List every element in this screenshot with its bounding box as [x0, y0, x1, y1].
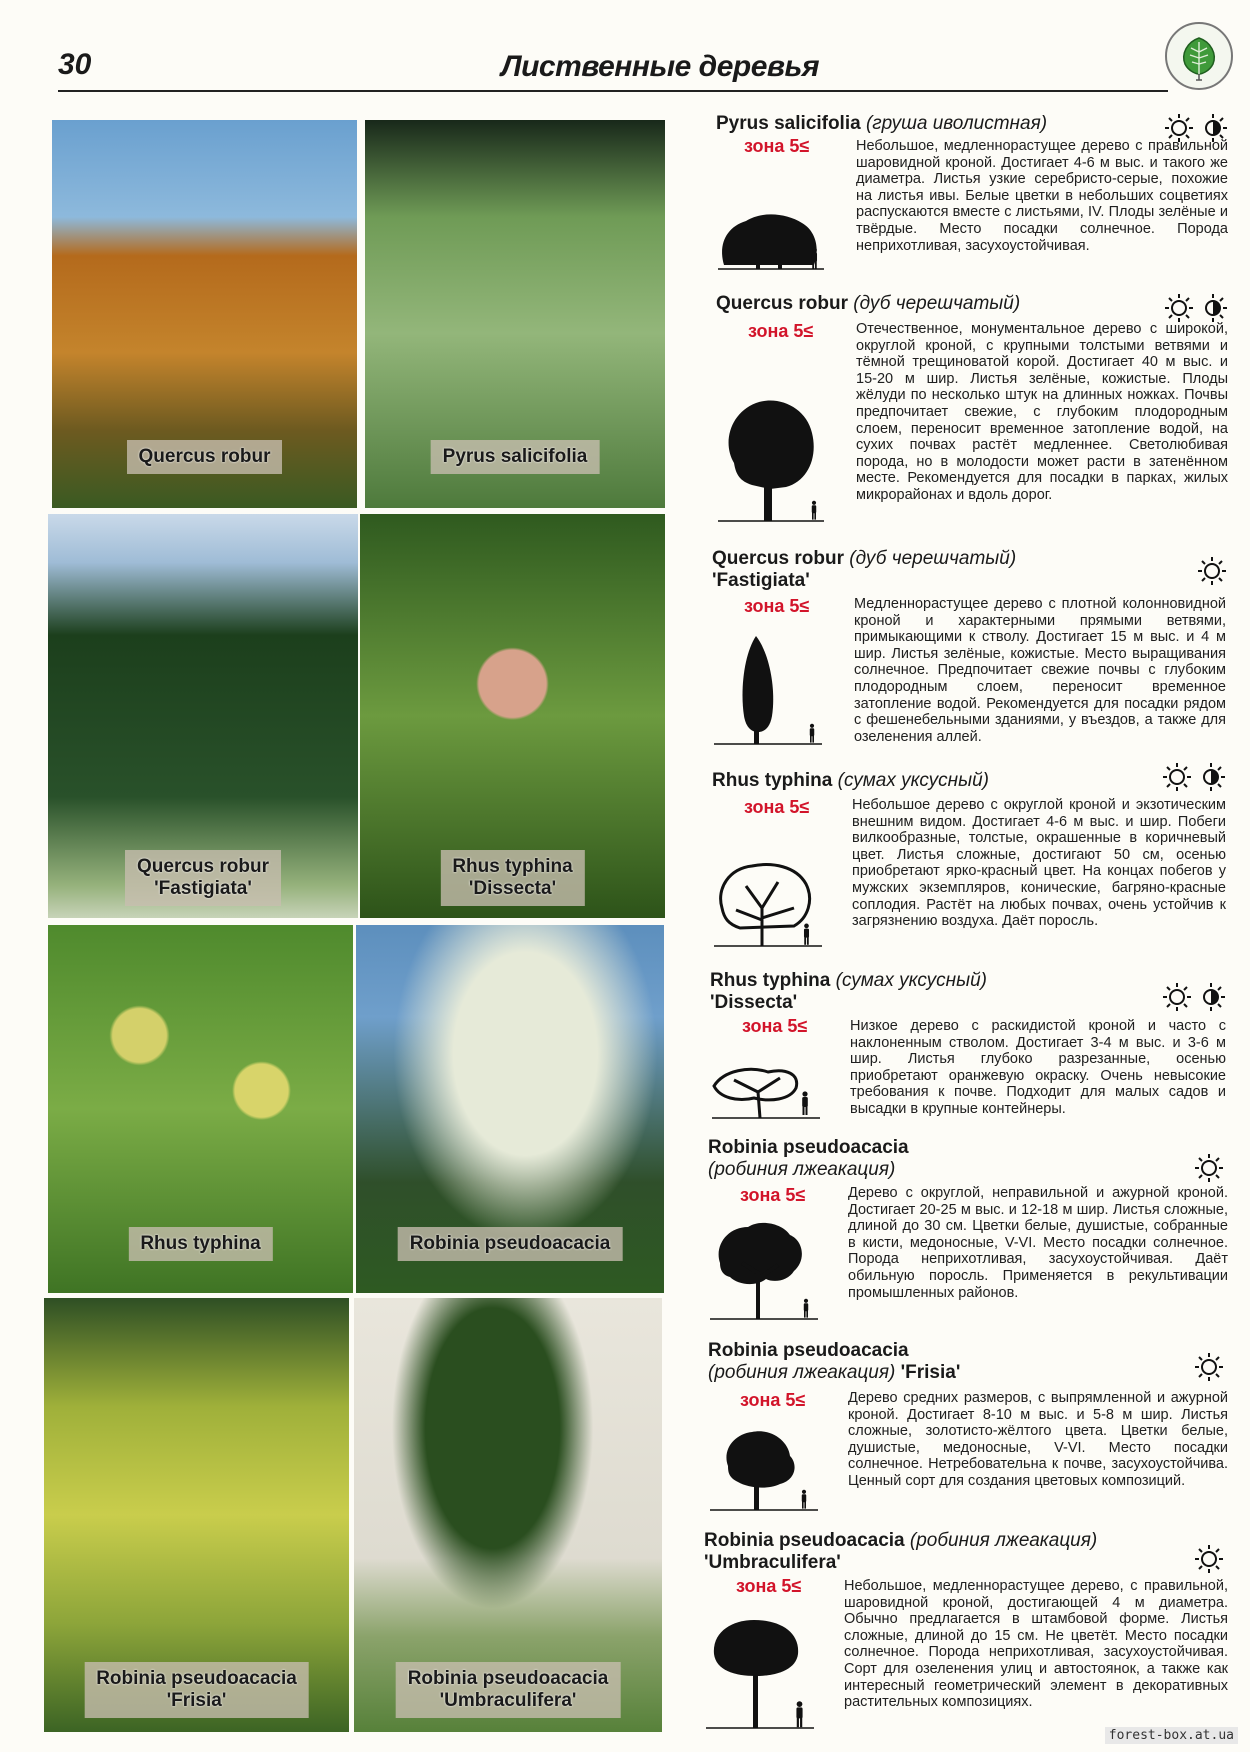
entry-quercus-robur: [716, 293, 1230, 537]
entry-title: Robinia pseudoacacia (робиния лжеакация): [704, 1530, 1098, 1551]
entry-title: Robinia pseudoacacia: [708, 1137, 909, 1158]
leaf-logo-icon: [1165, 22, 1233, 90]
photo-caption: Robinia pseudoacacia: [398, 1227, 623, 1261]
zone-label: зона 5≤: [740, 1390, 806, 1410]
entry-title: Quercus robur (дуб черешчатый): [716, 293, 1021, 314]
entry-description: Небольшое, медленнорастущее дерево, с правильной, шаровидной кроной, достигающей 4 м диаметра. Обычно предлагается в штамбовой форме. Листья сложные, длиной до 15 см. Не цветёт. Место посадки солнечное. Порода неприхотливая, засухоустойчивая. Сорт для озеленения улиц и автостоянок, а также как интересный геометрический элемент в декоративных растительных композициях.: [844, 1578, 1228, 1711]
light-icons: [1194, 1153, 1224, 1183]
photo-caption: Rhus typhina: [128, 1227, 272, 1261]
irregular-tree-silhouette-icon: [708, 1217, 820, 1327]
photo-robinia-pseudoacacia: [356, 925, 664, 1293]
entry-robinia-pseudoacacia-frisia: [708, 1340, 1230, 1520]
entry-description: Небольшое дерево с округлой кроной и экзотическим внешним видом. Достигает 4-6 м выс. и шир. Побеги вилкообразные, толстые, окрашенные в коричневый цвет. Листья сложные, достигают 50 см, осенью приобретают ярко-красный цвет. На концах побегов у мужских экземпляров, конические, багряно-красные соплодия. Растёт на любых почвах, очень устойчив к загрязнению воздуха. Даёт поросль.: [852, 797, 1226, 930]
zone-label: зона 5≤: [744, 596, 810, 616]
half-sun-icon: [1196, 762, 1226, 792]
entry-rhus-typhina: [712, 770, 1230, 960]
entry-description: Медленнорастущее дерево с плотной колонновидной кроной и характерными прямыми ветвями, примыкающими к стволу. Достигает 15 м выс. и 4 м шир. Листья зелёные, кожистые. Место выращивания солнечное. Предпочитает свежие почвы с глубоким плодородным слоем, переносит временное затопление водой. Рекомендуется для посадки рядом с фешенебельными зданиями, у въездов, а также для озеленения аллей.: [854, 596, 1226, 745]
entry-description: Небольшое, медленнорастущее дерево с правильной шаровидной кроной. Достигает 4-6 м выс. и такого же диаметра. Листья узкие серебристо-серые, похожие на листья ивы. Белые цветки в небольших соцветиях распускаются вместе с листьями, IV. Плоды зелёные и твёрдые. Место посадки солнечное. Порода неприхотливая, засухоустойчивая.: [856, 138, 1228, 254]
light-icons: [1194, 1544, 1224, 1574]
photo-robinia-pseudoacacia-umbraculifera: [354, 1298, 662, 1732]
entry-robinia-pseudoacacia-umbraculifera: [704, 1530, 1230, 1740]
half-sun-icon: [1196, 982, 1226, 1012]
entry-description: Отечественное, монументальное дерево с широкой, округлой кроной, с крупными толстыми ветвями и тёмной трещиноватой корой. Достигает 40 м выс. и 15-20 м шир. Листья зелёные, кожистые. Плоды жёлуди по несколько штук на длинных ножках. Почвы предпочитает свежие, с глубоким плодородным слоем, переносит временное затопление водой, на сухих почвах растёт медленнее. Светолюбивая порода, но в молодости может расти в затенённом месте. Рекомендуется для посадки в парках, жилых микрорайонах и вдоль дорог.: [856, 321, 1228, 503]
entry-title: Quercus robur (дуб черешчатый): [712, 548, 1017, 569]
open-tree-silhouette-icon: [712, 858, 824, 954]
entry-cultivar: 'Fastigiata': [712, 570, 810, 591]
light-icons: [1194, 1352, 1224, 1382]
entry-title: Rhus typhina (сумах уксусный): [710, 970, 987, 991]
page-number: 30: [58, 48, 92, 81]
entry-title: Rhus typhina (сумах уксусный): [712, 770, 989, 791]
light-icons: [1197, 556, 1227, 586]
entry-description: Дерево с округлой, неправильной и ажурной кроной. Достигает 20-25 м выс. и 12-18 м шир. Листья сложные, длиной до 30 см. Цветки белые, душистые, собранные в кисти, медоносные, V-VI. Место посадки солнечное. Порода неприхотливая, засухоустойчивая. Даёт обильную поросль. Применяется в рекультивации промышленных районов.: [848, 1185, 1228, 1301]
zone-label: зона 5≤: [736, 1576, 802, 1596]
sun-icon: [1162, 982, 1192, 1012]
entry-description: Дерево средних размеров, с выпрямленной и ажурной кроной. Достигает 8-10 м выс. и 5-8 м шир. Листья сложные, золотисто-жёлтого цвета. Цветки белые, душистые, медоносные, V-VI. Место посадки солнечное. Нетребовательна к почве, засухоустойчива. Ценный сорт для создания цветовых композиций.: [848, 1390, 1228, 1489]
entry-robinia-pseudoacacia: [708, 1137, 1230, 1332]
photo-robinia-pseudoacacia-frisia: [44, 1298, 349, 1732]
spreading-tree-silhouette-icon: [710, 1062, 822, 1122]
zone-label: зона 5≤: [744, 797, 810, 817]
light-icons: [1162, 762, 1226, 792]
entry-quercus-robur-fastigiata: [712, 548, 1230, 758]
sun-icon: [1197, 556, 1227, 586]
zone-label: зона 5≤: [748, 321, 814, 341]
sun-icon: [1194, 1153, 1224, 1183]
photo-quercus-robur-fastigiata: [48, 514, 358, 918]
entry-pyrus-salicifolia: [716, 113, 1230, 283]
header-divider: [58, 90, 1168, 92]
sun-icon: [1194, 1352, 1224, 1382]
photo-caption: Rhus typhina 'Dissecta': [440, 850, 584, 906]
photo-pyrus-salicifolia: [365, 120, 665, 508]
entry-title: Pyrus salicifolia (груша иволистная): [716, 113, 1048, 134]
photo-caption: Robinia pseudoacacia 'Frisia': [84, 1662, 309, 1718]
sun-icon: [1164, 293, 1194, 323]
photo-caption: Quercus robur: [127, 440, 283, 474]
photo-caption: Robinia pseudoacacia 'Umbraculifera': [396, 1662, 621, 1718]
watermark: forest-box.at.ua: [1105, 1727, 1238, 1744]
entry-subtitle: (робиния лжеакация): [708, 1159, 896, 1180]
photo-caption: Pyrus salicifolia: [431, 440, 600, 474]
entry-description: Низкое дерево с раскидистой кроной и часто с наклоненным стволом. Достигает 3-4 м выс. и 3-6 м шир. Листья глубоко разрезанные, осенью приобретают оранжевую окраску. Очень невысокие требования к почве. Подходит для малых садов и высадки в крупные контейнеры.: [850, 1018, 1226, 1117]
light-icons: [1162, 982, 1226, 1012]
entry-cultivar: 'Dissecta': [710, 992, 798, 1013]
shrub-silhouette-icon: [716, 205, 826, 275]
photo-quercus-robur: [52, 120, 357, 508]
entry-subtitle: (робиния лжеакация) 'Frisia': [708, 1362, 961, 1383]
zone-label: зона 5≤: [744, 136, 810, 156]
standard-tree-silhouette-icon: [704, 1616, 816, 1736]
round-tree-silhouette-icon: [716, 393, 826, 528]
sun-icon: [1162, 762, 1192, 792]
photo-caption: Quercus robur 'Fastigiata': [125, 850, 281, 906]
entry-cultivar: 'Umbraculifera': [704, 1552, 841, 1573]
photo-rhus-typhina-dissecta: [360, 514, 665, 918]
entry-rhus-typhina-dissecta: [710, 970, 1230, 1130]
columnar-tree-silhouette-icon: [712, 630, 824, 750]
medium-tree-silhouette-icon: [708, 1424, 820, 1516]
page-title: Лиственные деревья: [500, 50, 820, 83]
photo-rhus-typhina: [48, 925, 353, 1293]
half-sun-icon: [1198, 293, 1228, 323]
light-icons: [1164, 293, 1228, 323]
sun-icon: [1194, 1544, 1224, 1574]
entry-title: Robinia pseudoacacia: [708, 1340, 909, 1361]
zone-label: зона 5≤: [742, 1016, 808, 1036]
zone-label: зона 5≤: [740, 1185, 806, 1205]
